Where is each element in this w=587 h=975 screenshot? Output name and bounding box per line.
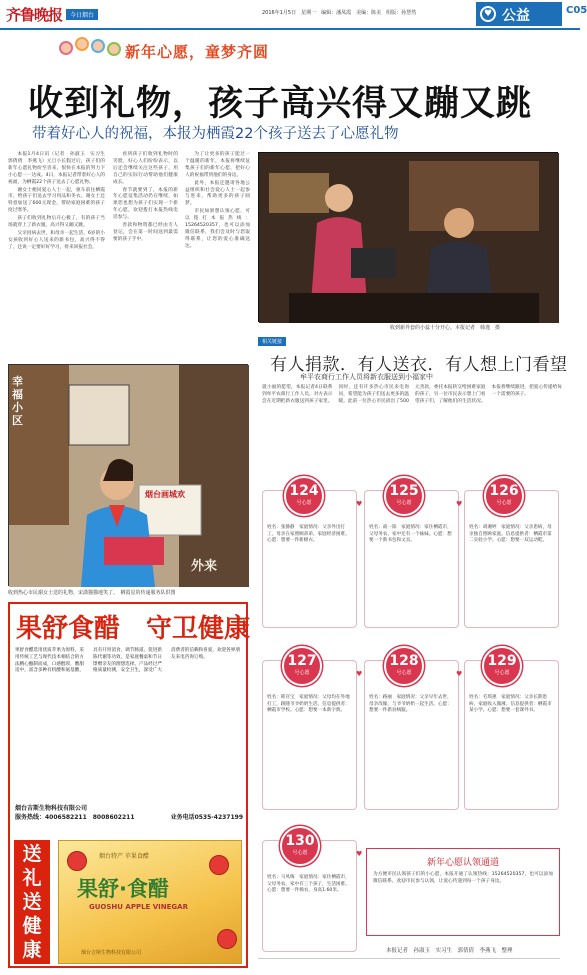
photo-sign-text: 幸福小区	[12, 375, 23, 427]
paragraph: 善款和物资都已经由专人登记，会在第一时间送到最需要的孩子手中。	[113, 223, 178, 242]
heart-icon: ♥	[356, 850, 363, 858]
wish-number-badge	[284, 476, 324, 516]
wish-label: 号心愿	[496, 500, 512, 506]
photo-caption: 收到新外套的小蕊十分开心。本报记者 韩逸 摄	[390, 325, 501, 331]
wish-label: 号心愿	[294, 670, 310, 676]
wish-number: 125	[389, 483, 419, 499]
channel-text: 为方便市民认领孩子们的小心愿，本报开通了认领热线：15264520357，也可以添加微信联系，欢迎市民参与认领，让爱心传递到每一个孩子身边。	[373, 872, 553, 884]
slogan-char: 康	[22, 939, 42, 961]
apple-icon	[209, 855, 229, 875]
wish-card-text: 姓名：毛琪惠 家庭情况：父亲长期患病，家庭收入微薄。信息提供者：栖霞市某小学。心愿：想要一套课外书。	[469, 695, 552, 714]
apple-icon	[217, 929, 237, 949]
wish-number: 127	[287, 653, 317, 669]
related-tag: 相关链接	[258, 337, 286, 346]
wish-number-badge	[282, 646, 322, 686]
secondary-subheadline: 牟平农商行工作人员将新衣服送到小福家中	[300, 373, 433, 381]
newspaper-logo: 齐鲁晚报	[6, 6, 63, 24]
page-number: C05	[566, 5, 587, 16]
edition-tag: 今日烟台	[66, 9, 98, 20]
ad-side-slogan	[14, 840, 50, 964]
wish-channel-box	[366, 848, 560, 936]
wish-label: 号心愿	[396, 670, 412, 676]
channel-title: 新年心愿认领通道	[426, 858, 499, 868]
ad-company: 烟台吉斯生物科技有限公司	[15, 805, 88, 812]
slogan-char: 健	[22, 915, 42, 937]
wish-card-text: 姓名：马凤梅 家庭情况：家住栖霞市，父母务农，家中有三个孩子，生活困难。心愿：想要一件棉衣，身高1.60米。	[267, 875, 350, 894]
product-bottom-text: 烟台吉斯生物科技有限公司	[81, 950, 142, 956]
photo-sign-text: 外来	[191, 559, 218, 574]
wish-number-badge	[384, 476, 424, 516]
wish-card-text: 姓名：韩宫宝 家庭情况：父母均在外地打工，跟随爷爷奶奶生活。信息提供者：栖霞市学校。心愿：想要一本新字典。	[267, 695, 350, 714]
ad-service-phone: 服务热线：4006582211 8008602211	[15, 813, 135, 821]
article-column-1	[8, 152, 110, 253]
wish-card-text: 姓名：战一阳 家庭情况：家住栖霞市，父母务农，家中还有一个妹妹。心愿：想要一个新书包和文具。	[369, 525, 452, 544]
heart-icon: ♥	[356, 500, 363, 508]
secondary-article-body: 就小福的愿望，本报记者4日联系到牟平农商行工作人员，对方表示会在近期把新衣服送到孩子家里。同时，还有许多热心市民来电询问，希望能为孩子们送去更多的温暖。此前一位热心市民捐出了500元善款，委托本报转交给困难家庭的孩子，另一位市民表示想上门看望孩子们，了解他们的生活状况。本报将继续跟进，把爱心传递给每一个需要的孩子。	[262, 385, 562, 404]
header-info: 2016年1月5日 星期一 编辑：潘凤霞 美编：陈美 组版：孙慧然	[262, 10, 417, 16]
product-top-text: 烟台特产 苹果食醋	[99, 853, 149, 860]
ad-header	[10, 604, 251, 648]
wish-number: 128	[389, 653, 419, 669]
wish-number: 126	[489, 483, 519, 499]
article-column-2	[113, 152, 178, 245]
page-header	[0, 0, 587, 30]
wish-number-badge	[484, 476, 524, 516]
wish-number: 129	[487, 653, 517, 669]
wish-label: 号心愿	[292, 850, 308, 856]
ad-business-phone: 业务电话0535-4237199	[170, 813, 243, 821]
headline: 收到礼物，孩子高兴得又蹦又跳	[28, 83, 533, 124]
kids-illustration-icon	[57, 33, 123, 69]
heart-icon: ♥	[456, 670, 463, 678]
paragraph: 孩子们收到礼物后开心极了，有的孩子当场就穿上了新衣服，高兴得又蹦又跳。	[8, 216, 105, 229]
wish-label: 号心愿	[396, 500, 412, 506]
paragraph: 看到孩子们收到礼物时的笑脸，好心人们纷纷表示，以后还会继续关注这些孩子，用自己的实际行动帮助他们健康成长。	[113, 152, 178, 185]
wish-card-text: 姓名：张静静 家庭情况：父亲外出打工，母亲在家照顾弟弟，家庭经济困难。心愿：想要一件新棉衣。	[267, 525, 350, 544]
photo-caption: 收到热心市民谢女士送的礼物，宋潇猫猫地笑了。 栖霞星的传递服务队供图	[8, 590, 176, 596]
news-photo-girl-gift	[8, 364, 248, 586]
paragraph: 父亲因病去世，和母亲一起生活，6岁的小女孩收到好心人送来的新书包，高兴得不得了，还说一定要好好学习，将来回报社会。	[8, 230, 105, 250]
article-column-3	[185, 152, 250, 252]
paragraph: 为了让更多的孩子能过一个温暖的新年，本报将继续征集孩子们的新年心愿，把好心人的祝福带到他们的身边。	[185, 152, 250, 178]
heart-icon: ♥	[480, 6, 496, 22]
product-box-image	[58, 840, 242, 964]
wish-number-badge	[280, 826, 320, 866]
banner	[5, 33, 305, 73]
heart-icon: ♥	[456, 500, 463, 508]
wish-number: 130	[285, 833, 315, 849]
byline: 本报记者 孙淑玉 实习生 郭倩倩 李燕飞 整理	[386, 948, 513, 954]
paragraph: 本报1月4日讯（记者 孙淑玉 实习生 郭倩倩 李燕飞）元旦小长假过后，孩子们的新年心愿礼物纷至沓来，很快在本报的努力下小心愿一一达成。4日，本报记者带着好心人的祝福，为栖霞22个孩子送去了心愿礼物。	[8, 152, 110, 185]
wish-number: 124	[289, 483, 319, 499]
heart-icon: ♥	[356, 670, 363, 678]
product-name: 果舒·食醋	[77, 877, 169, 901]
apple-icon	[67, 851, 87, 871]
paragraph: 谢女士便同爱心人士一起，驱车前往栖霞市，给孩子们送去学习用品和冬衣。谢女士还特意加送了600元现金，帮助家庭困难的孩子度过寒冬。	[8, 187, 105, 214]
news-photo-girl-new-coat	[258, 152, 558, 322]
paragraph: 此外，本报还邀请各地公益组织和社会爱心人士一起参与进来，帮助更多的孩子圆梦。	[185, 180, 250, 207]
ad-body	[15, 648, 243, 822]
wish-card-text: 姓名：路丽 家庭情况：父亲早年去世，母亲改嫁，与爷爷奶奶一起生活。心愿：想要一件新羽绒服。	[369, 695, 452, 714]
divider	[258, 958, 560, 959]
paragraph: 市民如果想认领心愿，可以拨打本报热线：15264520357，也可以添加微信联系，我们会及时与您取得联系，让您的爱心准确送达。	[185, 209, 250, 249]
section-box	[476, 2, 562, 26]
secondary-headline: 有人捐款．有人送衣．有人想上门看望	[270, 355, 568, 375]
section-name: 公益	[502, 8, 530, 24]
subheadline: 带着好心人的祝福，本报为栖霞22个孩子送去了心愿礼物	[32, 126, 399, 142]
wish-label: 号心愿	[296, 500, 312, 506]
wish-label: 号心愿	[494, 670, 510, 676]
slogan-char: 送	[22, 843, 42, 865]
paragraph: 春节就要到了，本报的新年心愿征集活动仍在继续，如果您也想为孩子们实现一个新年心愿，欢迎拨打本报热线电话参与。	[113, 187, 178, 221]
ad-body-text: 果舒食醋选用优质苹果为原料，采用传统工艺与现代技术相结合的方法精心酿制而成，口感醇厚，酸甜适中，富含多种有机酸和氨基酸，具有开胃消食、调节肠道、促进新陈代谢等功效，是家庭餐桌和节日馈赠亲友的理想选择。产品经过严格质量检测，安全卫生，深受广大消费者的信赖和喜爱，欢迎各界朋友来电咨询订购。	[15, 648, 240, 674]
vinegar-advertisement[interactable]	[8, 602, 251, 968]
wish-card-text: 姓名：胡湘婷 家庭情况：父亲患病，母亲独自照顾家庭。信息提供者：栖霞市第二实验小学。心愿：想要一双运动鞋。	[469, 525, 552, 544]
photo-sign-text: 烟台画城欢	[145, 490, 185, 499]
ad-title: 果舒食醋 守卫健康	[16, 614, 251, 644]
wish-number-badge	[384, 646, 424, 686]
banner-title: 新年心愿，童梦齐圆	[125, 43, 270, 61]
wish-number-badge	[482, 646, 522, 686]
slogan-char: 礼	[22, 867, 42, 889]
product-english-name: GUOSHU APPLE VINEGAR	[89, 903, 188, 911]
slogan-char: 送	[22, 891, 42, 913]
